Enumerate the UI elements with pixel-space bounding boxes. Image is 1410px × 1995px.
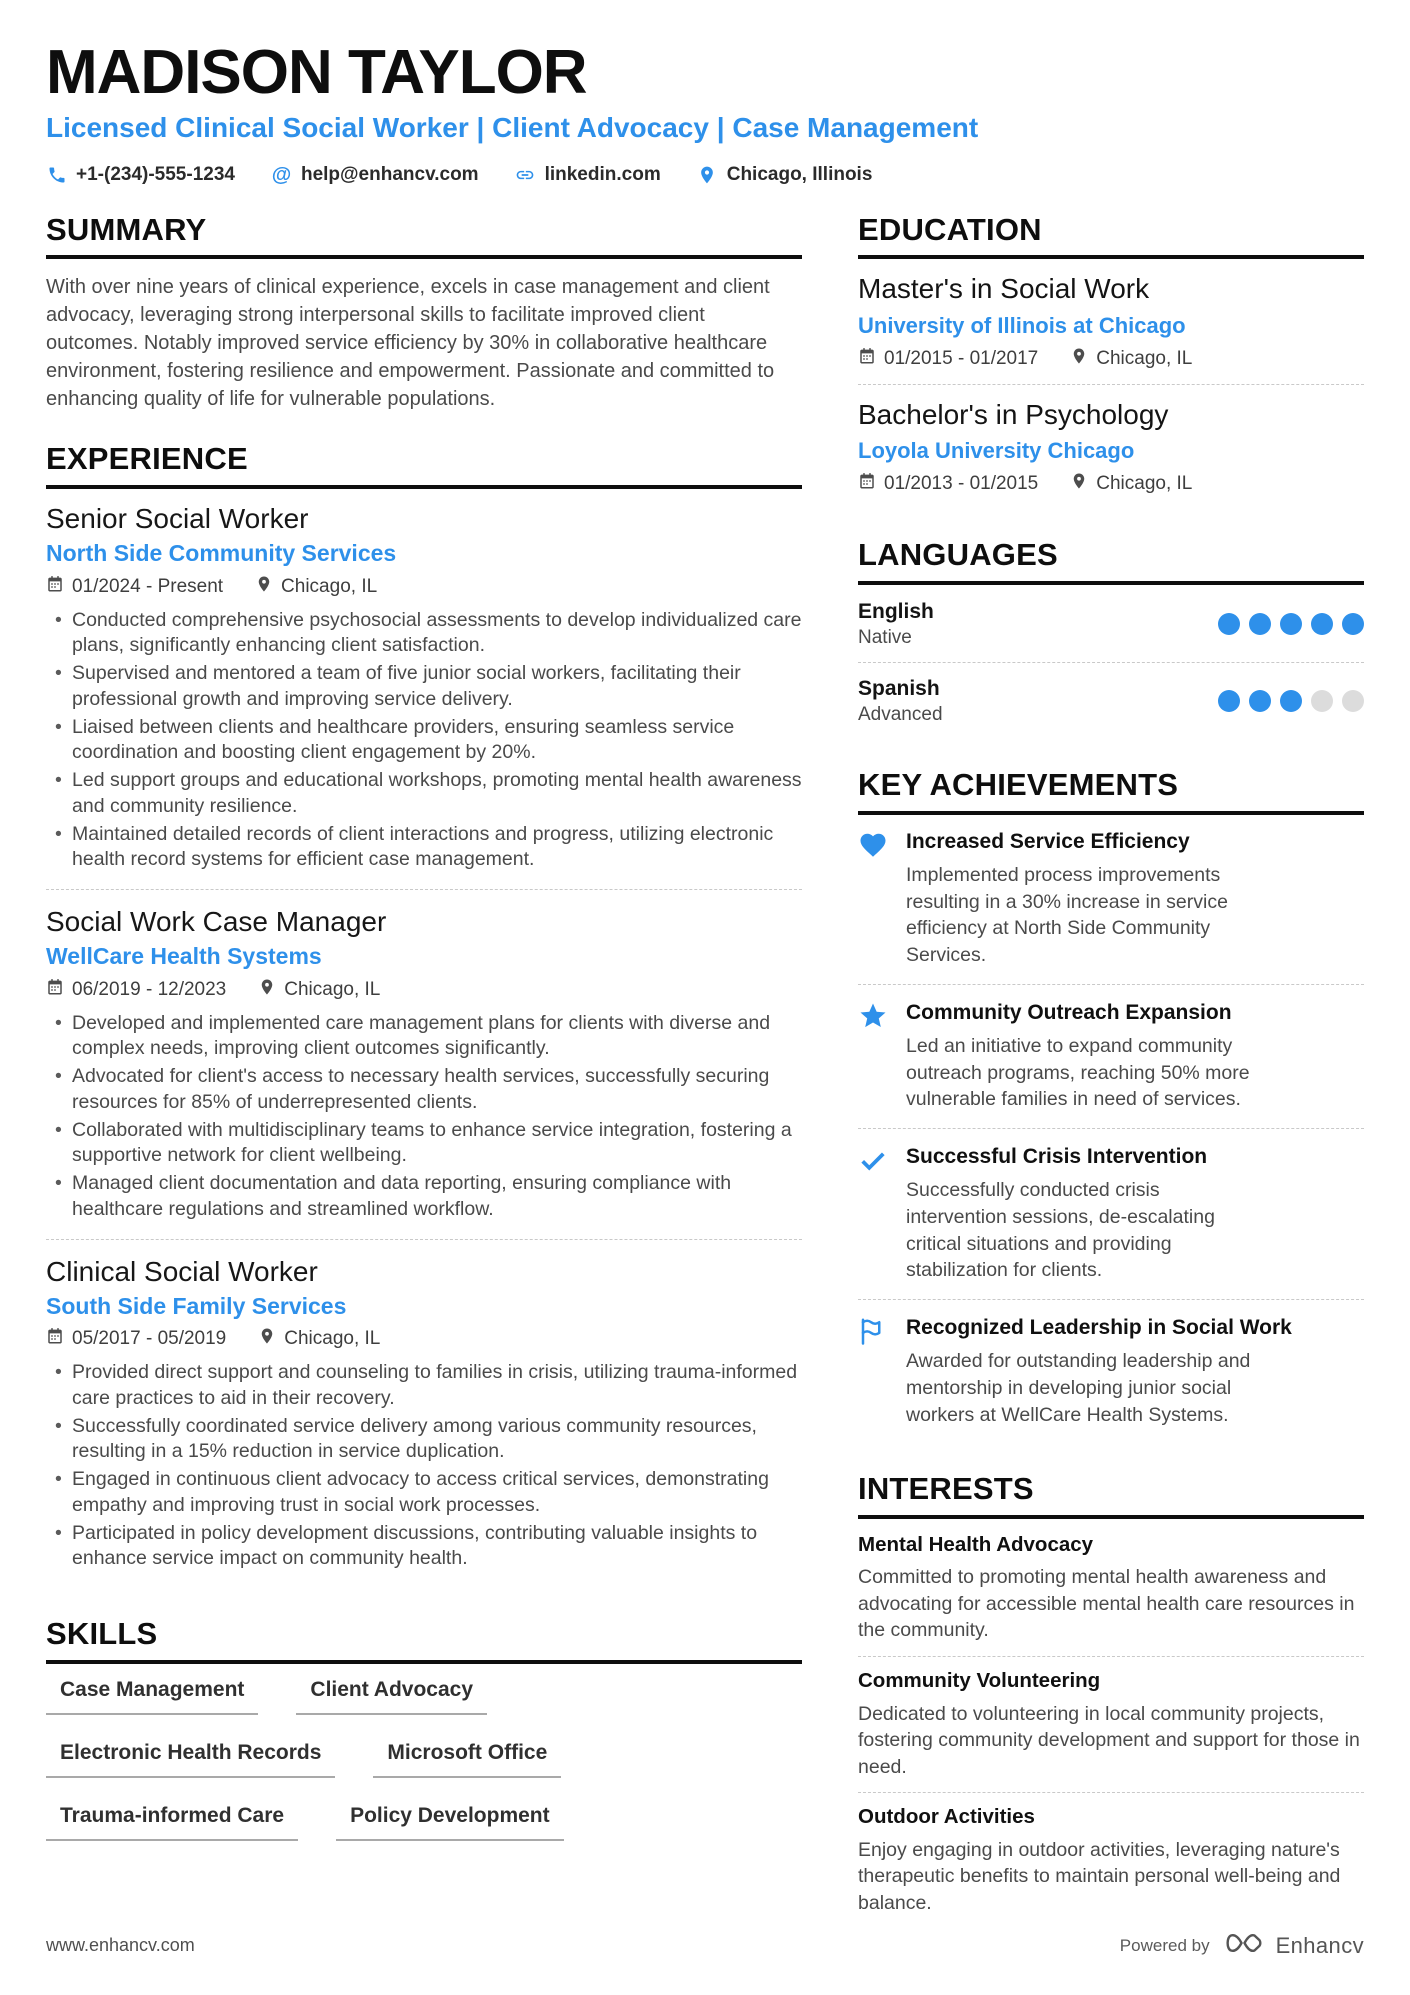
achievement-body [906,1000,1258,1113]
company-name: WellCare Health Systems [46,943,322,970]
achievement-item [858,1000,1364,1129]
date-range-group [46,575,223,599]
rating-dot-empty [1311,690,1333,712]
rating-dot-filled [1249,613,1271,635]
left-column [46,211,802,1958]
date-range-group [858,472,1038,496]
contact-text: help@enhancv.com [300,163,479,185]
languages-list [858,599,1364,739]
right-column [858,211,1364,1958]
interests-section [858,1473,1364,1928]
contact-item[interactable] [515,164,661,186]
achievement-item [858,829,1364,985]
skill-tag: Microsoft Office [373,1741,561,1778]
languages-heading: LANGUAGES [858,539,1364,585]
phone-icon [46,164,67,185]
language-labels [858,599,934,649]
skill-tag: Case Management [46,1678,258,1715]
job-meta [46,575,802,599]
experience-bullet: • Managed client documentation and data reporting, ensuring compliance with healthcare regulations and streamlined workflow. [46,1171,802,1222]
language-level: Advanced [858,704,943,726]
contact-item[interactable] [46,164,235,186]
contact-text: +1-(234)-555-1234 [76,163,235,185]
date-range: 06/2019 - 12/2023 [72,978,227,1000]
interest-text: Enjoy engaging in outdoor activities, leveraging nature's therapeutic benefits to maintain personal well-being and balance. [858,1838,1341,1914]
calendar-icon [46,575,64,599]
content-columns [46,211,1364,1958]
education-entry [858,273,1364,384]
skills-heading: SKILLS [46,1618,802,1664]
summary-text: With over nine years of clinical experience, excels in case management and client advocacy, leveraging strong interpersonal skills to facilitate improved client outcomes. Notably improved service efficiency by 30% in collaborative healthcare environment, fostering resilience and empowerment. Passionate and committed to enhancing quality of life for vulnerable populations. [46,276,775,411]
date-range: 05/2017 - 05/2019 [72,1328,227,1350]
star-icon [858,1000,889,1113]
achievements-list [858,829,1364,1444]
rating-dot-filled [1311,613,1333,635]
enhancv-logo-icon [1222,1930,1264,1961]
experience-bullet: • Liaised between clients and healthcare providers, ensuring seamless service coordination and boosting client engagement by 20%. [46,715,802,766]
check-icon [858,1144,889,1284]
skills-row [46,1741,802,1778]
job-title: Clinical Social Worker [46,1255,318,1287]
interest-item [858,1805,1364,1928]
contact-text: Chicago, Illinois [726,163,873,185]
summary-heading: SUMMARY [46,214,802,260]
skills-row [46,1804,802,1841]
location-pin-icon [1070,347,1088,371]
job-bullets [46,608,802,873]
experience-bullet: • Provided direct support and counseling to families in crisis, utilizing trauma-informed care practices to aid in their recovery. [46,1360,802,1411]
interest-title: Mental Health Advocacy [858,1532,1094,1556]
achievement-text: Successfully conducted crisis intervention sessions, de-escalating critical situations and providing stabilization for clients. [906,1179,1215,1282]
language-row [858,676,1364,739]
date-range-group [46,978,226,1002]
achievement-text: Awarded for outstanding leadership and mentorship in developing junior social workers at WellCare Health Systems. [906,1350,1251,1426]
job-meta [46,978,802,1002]
calendar-icon [858,472,876,496]
experience-entry [46,503,802,890]
experience-entry [46,906,802,1240]
contact-text: linkedin.com [544,163,661,185]
achievement-body [906,1144,1258,1284]
school-name: University of Illinois at Chicago [858,312,1186,338]
job-title: Social Work Case Manager [46,905,387,937]
achievement-title: Increased Service Efficiency [906,829,1190,853]
interest-item [858,1533,1364,1657]
experience-bullet: • Supervised and mentored a team of five junior social workers, facilitating their professional growth and improving service delivery. [46,661,802,712]
job-bullets [46,1011,802,1223]
job-bullets [46,1360,802,1572]
education-entry [858,399,1364,509]
skills-section [46,1618,802,1841]
pin-icon [697,164,718,185]
achievement-title: Community Outreach Expansion [906,1000,1232,1024]
achievement-body [906,829,1258,969]
date-range: 01/2013 - 01/2015 [884,473,1039,495]
rating-dot-filled [1218,613,1240,635]
location-group [1070,347,1192,371]
rating-dot-filled [1342,613,1364,635]
calendar-icon [858,347,876,371]
rating-dot-filled [1280,613,1302,635]
achievement-body [906,1315,1292,1428]
degree-title: Master's in Social Work [858,273,1150,305]
powered-by-label: Powered by [1119,1935,1210,1955]
enhancv-brand-name: Enhancv [1275,1932,1364,1958]
rating-dot-filled [1280,690,1302,712]
location-pin-icon [258,1327,276,1351]
date-range: 01/2024 - Present [72,575,224,597]
language-rating-dots [1218,613,1364,635]
contact-row [46,164,1364,186]
achievement-title: Successful Crisis Intervention [906,1144,1208,1168]
experience-entry [46,1256,802,1589]
language-rating-dots [1218,690,1364,712]
language-level: Native [858,626,912,648]
experience-bullet: • Conducted comprehensive psychosocial assessments to develop individualized care plans, significantly enhancing client satisfaction. [46,608,802,659]
interest-text: Dedicated to volunteering in local community projects, fostering community development and support for those in need. [858,1702,1360,1778]
location-group [1070,472,1192,496]
experience-bullet: • Successfully coordinated service delivery among various community resources, resulting in a 15% reduction in service duplication. [46,1414,802,1465]
experience-bullet: • Maintained detailed records of client interactions and progress, utilizing electronic health record systems for efficient case management. [46,822,802,873]
language-name: Spanish [858,676,940,700]
education-list [858,273,1364,509]
date-range-group [858,347,1038,371]
location-group [255,575,377,599]
skill-tag: Client Advocacy [296,1678,487,1715]
job-title: Senior Social Worker [46,502,309,534]
company-name: South Side Family Services [46,1292,347,1319]
interest-item [858,1669,1364,1793]
page-footer [46,1930,1364,1961]
candidate-title: Licensed Clinical Social Worker | Client Advocacy | Case Management [46,112,979,144]
calendar-icon [46,1327,64,1351]
location: Chicago, IL [284,1328,381,1350]
achievement-item [858,1144,1364,1300]
powered-by [1120,1930,1364,1961]
rating-dot-filled [1249,690,1271,712]
company-name: North Side Community Services [46,540,397,567]
language-row [858,599,1364,663]
skills-row [46,1678,802,1715]
date-range-group [46,1327,226,1351]
school-name: Loyola University Chicago [858,438,1135,463]
rating-dot-filled [1218,690,1240,712]
interest-text: Committed to promoting mental health awareness and advocating for accessible mental health care resources in the community. [858,1566,1355,1642]
skill-tag: Electronic Health Records [46,1741,335,1778]
contact-item[interactable] [271,164,479,186]
location-pin-icon [1070,472,1088,496]
achievements-section [858,769,1364,1443]
language-name: English [858,599,934,623]
experience-bullet: • Developed and implemented care management plans for clients with diverse and complex needs, improving client outcomes significantly. [46,1011,802,1062]
achievement-title: Recognized Leadership in Social Work [906,1315,1292,1339]
education-heading: EDUCATION [858,214,1364,260]
interest-title: Outdoor Activities [858,1805,1035,1829]
candidate-name: MADISON TAYLOR [46,38,587,107]
date-range: 01/2015 - 01/2017 [884,347,1039,369]
language-labels [858,676,943,726]
enhancv-site-link[interactable]: www.enhancv.com [46,1935,195,1955]
skill-tag: Policy Development [336,1804,564,1841]
experience-bullet: • Collaborated with multidisciplinary teams to enhance service integration, fostering a supportive network for client wellbeing. [46,1118,802,1169]
interests-list [858,1533,1364,1928]
rating-dot-empty [1342,690,1364,712]
location: Chicago, IL [1096,473,1193,495]
degree-meta [858,472,1364,496]
experience-heading: EXPERIENCE [46,443,802,489]
location: Chicago, IL [1096,347,1193,369]
contact-item[interactable] [697,164,873,186]
interests-heading: INTERESTS [858,1473,1364,1519]
calendar-icon [46,978,64,1002]
job-meta [46,1327,802,1351]
summary-section [46,211,802,414]
link-icon [515,164,536,185]
heart-icon [858,829,889,969]
experience-section [46,443,802,1588]
interest-title: Community Volunteering [858,1668,1101,1692]
skill-tag: Trauma-informed Care [46,1804,298,1841]
achievement-item [858,1315,1364,1443]
achievements-heading: KEY ACHIEVEMENTS [858,769,1364,815]
degree-meta [858,347,1364,371]
experience-bullet: • Engaged in continuous client advocacy to access critical services, demonstrating empathy and improving trust in social work processes. [46,1467,802,1518]
degree-title: Bachelor's in Psychology [858,398,1169,430]
experience-bullet: • Advocated for client's access to necessary health services, successfully securing resources for 85% of underrepresented clients. [46,1064,802,1115]
location: Chicago, IL [284,978,381,1000]
skills-list [46,1678,802,1841]
languages-section [858,539,1364,739]
flag-icon [858,1315,889,1428]
education-section [858,211,1364,509]
location-pin-icon [258,978,276,1002]
location-group [258,1327,380,1351]
location: Chicago, IL [281,575,378,597]
at-icon: @ [271,163,292,186]
achievement-text: Led an initiative to expand community outreach programs, reaching 50% more vulnerable families in need of services. [906,1034,1250,1111]
experience-bullet: • Participated in policy development discussions, contributing valuable insights to enhance service impact on community health. [46,1521,802,1572]
achievement-text: Implemented process improvements resulting in a 30% increase in service efficiency at North Side Community Services. [906,863,1228,966]
location-pin-icon [255,575,273,599]
experience-list [46,503,802,1588]
location-group [258,978,380,1002]
experience-bullet: • Led support groups and educational workshops, promoting mental health awareness and community resilience. [46,768,802,819]
